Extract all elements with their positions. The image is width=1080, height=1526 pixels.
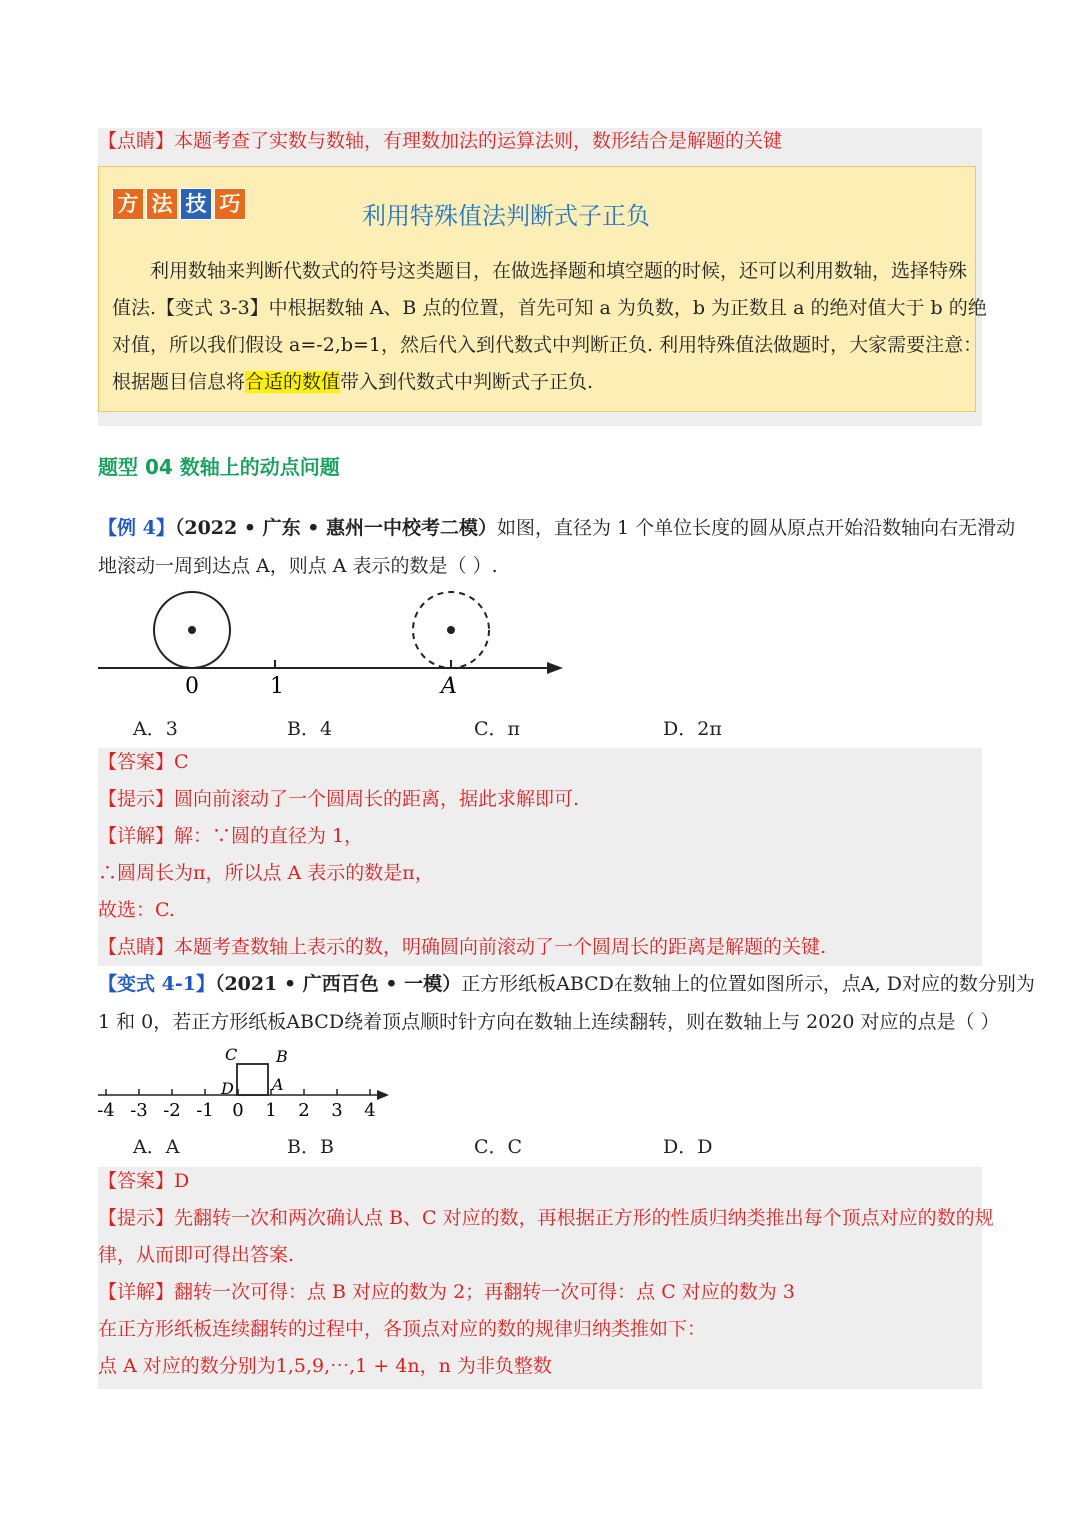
var41-option-a[interactable]: A．A [133,1136,180,1158]
ex4-comment-text: 本题考查数轴上表示的数，明确圆向前滚动了一个圆周长的距离是解题的关键. [174,936,827,958]
ex4-comment [98,934,826,960]
method-line-4-post: 带入到代数式中判断式子正负. [340,371,594,393]
section-title: 题型 04 数轴上的动点问题 [98,455,340,479]
ex4-detail-3: 故选：C. [98,899,175,921]
vertex-d: D [221,1079,234,1098]
ex4-question-line-1 [98,515,1015,541]
var41-figure [95,1040,395,1125]
badge-fa: 法 [146,188,178,220]
method-line-4-pre: 根据题目信息将 [112,371,246,393]
method-line-4 [112,369,593,395]
ex4-detail-1 [98,823,363,849]
ex4-figure [95,585,575,700]
var41-detail-1 [98,1279,795,1305]
ex4-option-a[interactable]: A．3 [133,718,178,740]
var41-option-d[interactable]: D．D [663,1136,713,1158]
ex4-hint-text: 圆向前滚动了一个圆周长的距离，据此求解即可. [174,788,580,810]
label-a: A [441,674,457,699]
ex4-question-line-2: 地滚动一周到达点 A，则点 A 表示的数是（ ）. [98,555,498,577]
vertex-b: B [276,1047,288,1066]
var41-detail-tag: 【详解】 [98,1281,175,1303]
tick-label: 1 [265,1100,277,1121]
var41-detail-1-text: 翻转一次可得：点 B 对应的数为 2；再翻转一次可得：点 C 对应的数为 3 [174,1281,795,1303]
ex4-option-d[interactable]: D．2π [663,718,722,740]
var41-option-b[interactable]: B．B [287,1136,334,1158]
ex4-option-b[interactable]: B．4 [287,718,333,740]
ex4-comment-tag: 【点睛】 [98,936,175,958]
var41-answer: 【答案】D [98,1170,190,1192]
ex4-hint [98,786,579,812]
var41-question-line-1 [98,971,1035,997]
var41-source: （2021 • 广西百色 • 一模） [214,973,462,995]
tick-label: -1 [196,1100,214,1121]
method-line-2: 值法.【变式 3-3】中根据数轴 A、B 点的位置，首先可知 a 为负数，b 为正数且 a 的绝对值大于 b 的绝 [112,297,987,319]
tick-label: 3 [331,1100,343,1121]
ex4-detail-2: ∴圆周长为π，所以点 A 表示的数是π， [98,862,434,884]
tick-label: -2 [163,1100,181,1121]
method-line-1: 利用数轴来判断代数式的符号这类题目，在做选择题和填空题的时候，还可以利用数轴，选择特殊 [150,260,968,282]
ex4-option-c[interactable]: C．π [474,718,521,740]
tick-label: 2 [298,1100,310,1121]
tick-label: 4 [364,1100,376,1121]
end-center-dot [447,626,455,634]
var41-q1: 正方形纸板ABCD在数轴上的位置如图所示，点A, D对应的数分别为 [461,973,1035,995]
highlighted-text: 合适的数值 [245,371,341,393]
comment-text: 本题考查了实数与数轴，有理数加法的运算法则，数形结合是解题的关键 [174,130,783,152]
badge-ji: 技 [180,188,212,220]
ex4-detail-1-text: 解：∵圆的直径为 1， [174,825,364,847]
var41-detail-2: 在正方形纸板连续翻转的过程中，各顶点对应的数的规律归纳类推如下： [98,1318,707,1340]
badge-fang: 方 [112,188,144,220]
method-line-3: 对值，所以我们假设 a=-2,b=1，然后代入到代数式中判断正负. 利用特殊值法做题时，大家需要注意： [112,334,983,356]
var41-tag: 【变式 4-1】 [98,973,215,995]
ex4-q1: 如图，直径为 1 个单位长度的圆从原点开始沿数轴向右无滑动 [496,517,1016,539]
tick-label: 0 [232,1100,244,1121]
arrow-head [547,662,563,674]
label-one: 1 [270,674,284,699]
ex4-detail-tag: 【详解】 [98,825,175,847]
var41-option-c[interactable]: C．C [474,1136,523,1158]
var41-hint-1 [98,1205,994,1231]
label-zero: 0 [185,674,199,699]
square-abcd [237,1064,268,1095]
top-comment [98,128,782,154]
tick-label: -3 [130,1100,148,1121]
method-title: 利用特殊值法判断式子正负 [362,202,650,230]
var41-hint-tag: 【提示】 [98,1207,175,1229]
vertex-c: C [225,1045,238,1064]
var41-detail-3: 点 A 对应的数分别为1,5,9,⋯,1 + 4n，n 为非负整数 [98,1355,552,1377]
ex4-hint-tag: 【提示】 [98,788,175,810]
var41-hint-2: 律，从而即可得出答案. [98,1244,295,1266]
badge-qiao: 巧 [214,188,246,220]
tick-label: -4 [97,1100,115,1121]
var41-question-line-2: 1 和 0，若正方形纸板ABCD绕着顶点顺时针方向在数轴上连续翻转，则在数轴上与 2020 对应的点是（ ） [98,1011,1000,1033]
arrow-head [377,1090,389,1100]
ex4-answer: 【答案】C [98,751,189,773]
start-center-dot [188,626,196,634]
ex4-tag: 【例 4】 [98,517,175,539]
vertex-a: A [272,1075,284,1094]
comment-tag: 【点睛】 [98,130,175,152]
ex4-source: （2022 • 广东 • 惠州一中校考二模） [174,517,497,539]
var41-hint-1-text: 先翻转一次和两次确认点 B、C 对应的数，再根据正方形的性质归纳类推出每个顶点对应的数的规 [174,1207,994,1229]
